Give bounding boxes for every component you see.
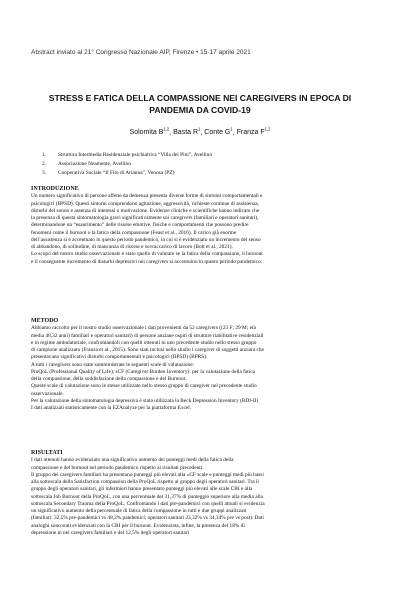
author: Solomita B$^{1,2}$ [129, 127, 170, 137]
affiliation-item: 3. Cooperativa Sociale “Il Filo di Arianna”, Venosa (PZ) [42, 169, 175, 176]
text-line: fenomeni come il burnout o la fatica della compassione (Feast et al., 2016). Il carico già enorme [31, 229, 237, 236]
text-line: gruppo degli operatori sanitari, gli infermieri hanno presentato punteggi più elevati alle scale CBI e alla [31, 486, 253, 493]
text-line: di campione analizzato (Franza et al., 2015). Sono stati inclusi nello studio i caregiver di soggetti anziani che [31, 347, 264, 353]
section-method [31, 318, 375, 412]
author-list: Solomita B$^{1,2}$, Basta $R^1$, Conte $G^1$, Franza F$^{1,2}$ [129, 127, 271, 137]
text-line: I dati analizzati statisticamente con la EZAnalyze per la piattaforma Excel. [31, 405, 192, 411]
text-line: la presenza di questa sintomatologia gravi significativamente sui caregivers (familiari e operatori sanitari), [31, 215, 259, 221]
congress-header: Abstract inviato al 21° Congresso Nazionale AIP, Firenze • 15-17 aprile 2021 [31, 49, 251, 56]
section-body [31, 457, 375, 537]
text-line: depressione in nei caregivers familiari e del 12,5% degli operatori sanitari [31, 529, 190, 536]
section-body [31, 193, 375, 266]
affiliations-list [42, 151, 212, 177]
text-line: I dati ottenuti hanno evidenziato una significativo aumento dei punteggi medi della fatica della [31, 457, 234, 464]
paper-title [20, 92, 380, 116]
text-line: disturbi del sonno e assenza di interessi o motivazione. Evidenze cliniche e scientifiche hanno indicato che [31, 207, 260, 214]
author: Conte $G^1$ [204, 127, 233, 137]
text-line: Abbiamo raccolto per il nostro studio osservazionale i dati provenienti da 52 caregivers ((23 F; 29 M; età [31, 325, 256, 332]
section-heading: RISULTATI [31, 450, 63, 456]
text-line: (familiari: 32,5% pre-pandemici vs 48,2% pandemici; operatori sanitari 23,32% vs 34,34% pre vs post). Dati [31, 515, 264, 522]
text-line: A tutti i caregivers sono state somministrate le seguenti scale di valutazione: [31, 361, 195, 368]
text-line: alla sottoscala della Satisfaction compassion della ProQoL rispetto al gruppo degli operatori sanitari. Tra il [31, 479, 259, 485]
text-line: psicologici (BPSD). Questi sintomi comprendono agitazione, aggressività, richieste continue di assistenza, [31, 200, 259, 207]
text-line: un significativo aumento della percentuale di fatica della compassione in tutti e due gruppi analizzati [31, 508, 247, 514]
section-heading: METODO [31, 318, 59, 324]
text-line: della compassione, della soddisfazione della compassione e del Burnout. [31, 376, 187, 382]
author: Franza F$^{1,2}$ [236, 127, 271, 137]
text-line: Per la valutazione della sintomatologia depressiva è stata utilizzata la Beck Depression Inventory (BDI-II) [31, 397, 259, 404]
title-line: PANDEMIA DA COVID-19 [149, 105, 251, 115]
section-body [31, 325, 375, 412]
author: Basta $R^1$ [173, 127, 201, 137]
text-line: e il conseguente incremento di disturbi depressivi nei caregivers si accentuino in questo periodo pandemico. [31, 258, 263, 265]
text-line: Lo scopo del nostro studio osservazionale è stato quello di valutare se la fatica della compassione, il burnout [31, 251, 263, 258]
text-line: compassione e del burnout nel periodo pandemico rispetto ai risultati precedenti. [31, 464, 204, 471]
text-line: media 48,32 anni) familiari e operatori sanitari) di persone anziane ospiti di strutture riabilitative residenziali [31, 332, 264, 339]
text-line: sottoscala Secondary Trauma della ProQoL. Confrontando i dati pre-pandemici con quelli attuali si evidenzia [31, 500, 265, 507]
text-line: Un numero significativo di persone affette da demenza presenta diverse forme di sintomi comportamentali e [31, 193, 263, 200]
text-line: analoghi sono stati evidenziati con la CBI per il burnout. Evidenziata, infine, la presenza del 18% di [31, 522, 245, 529]
text-line: osservazionale. [31, 390, 64, 397]
section-heading: INTRODUZIONE [31, 186, 79, 192]
section-introduction [31, 186, 375, 266]
text-line: sottoscala Job Burnout della ProQoL, con una percentuale del 31,37% di punteggio superiore alla media alla [31, 493, 263, 500]
text-line: e in regime ambulatoriale, confrontandoli con quelli ottenuti in uno precedente studio nello stesso gruppo [31, 339, 257, 346]
text-line: dell’assistenza si è accentuato in questo periodo pandemico, in cui si è evidenziato un incremento del senso [31, 236, 261, 243]
text-line: determinandone un “esaurimento” delle risorse emotive, fisiche e comportamenti che possono predire [31, 222, 249, 229]
affiliation-item: 2. Associazione Neamente, Avellino [42, 160, 131, 167]
text-line: ProQoL (Professional Quality of Life); sCF (Caregiver Burden Inventory): per la valutazione della fatica [31, 368, 256, 375]
text-line: presentavano significativi disturbi comportamentali e psicologici (BPSD) (BPRS). [31, 354, 208, 361]
text-line: Queste scale di valutazione sono le stesse utilizzate nello stesso gruppo di caregiver nel precedente studio [31, 383, 257, 390]
text-line: Il gruppo dei caregivers familiari ha presentano punteggi più elevati alla «CF scale e punteggi medi più bassi [31, 471, 264, 478]
title-line: STRESS E FATICA DELLA COMPASSIONE NEI CAREGIVERS IN EPOCA DI [48, 93, 352, 103]
affiliation-item: 1. Struttura Intermedia Residenziale psichiatrica “Villa dei Pini”, Avellino [42, 152, 213, 158]
text-line: di abbandono, di solitudine, di mancanza di risorse e sovraccarico di lavoro (Bolt et al., 2021). [31, 244, 233, 250]
section-results [31, 450, 375, 537]
